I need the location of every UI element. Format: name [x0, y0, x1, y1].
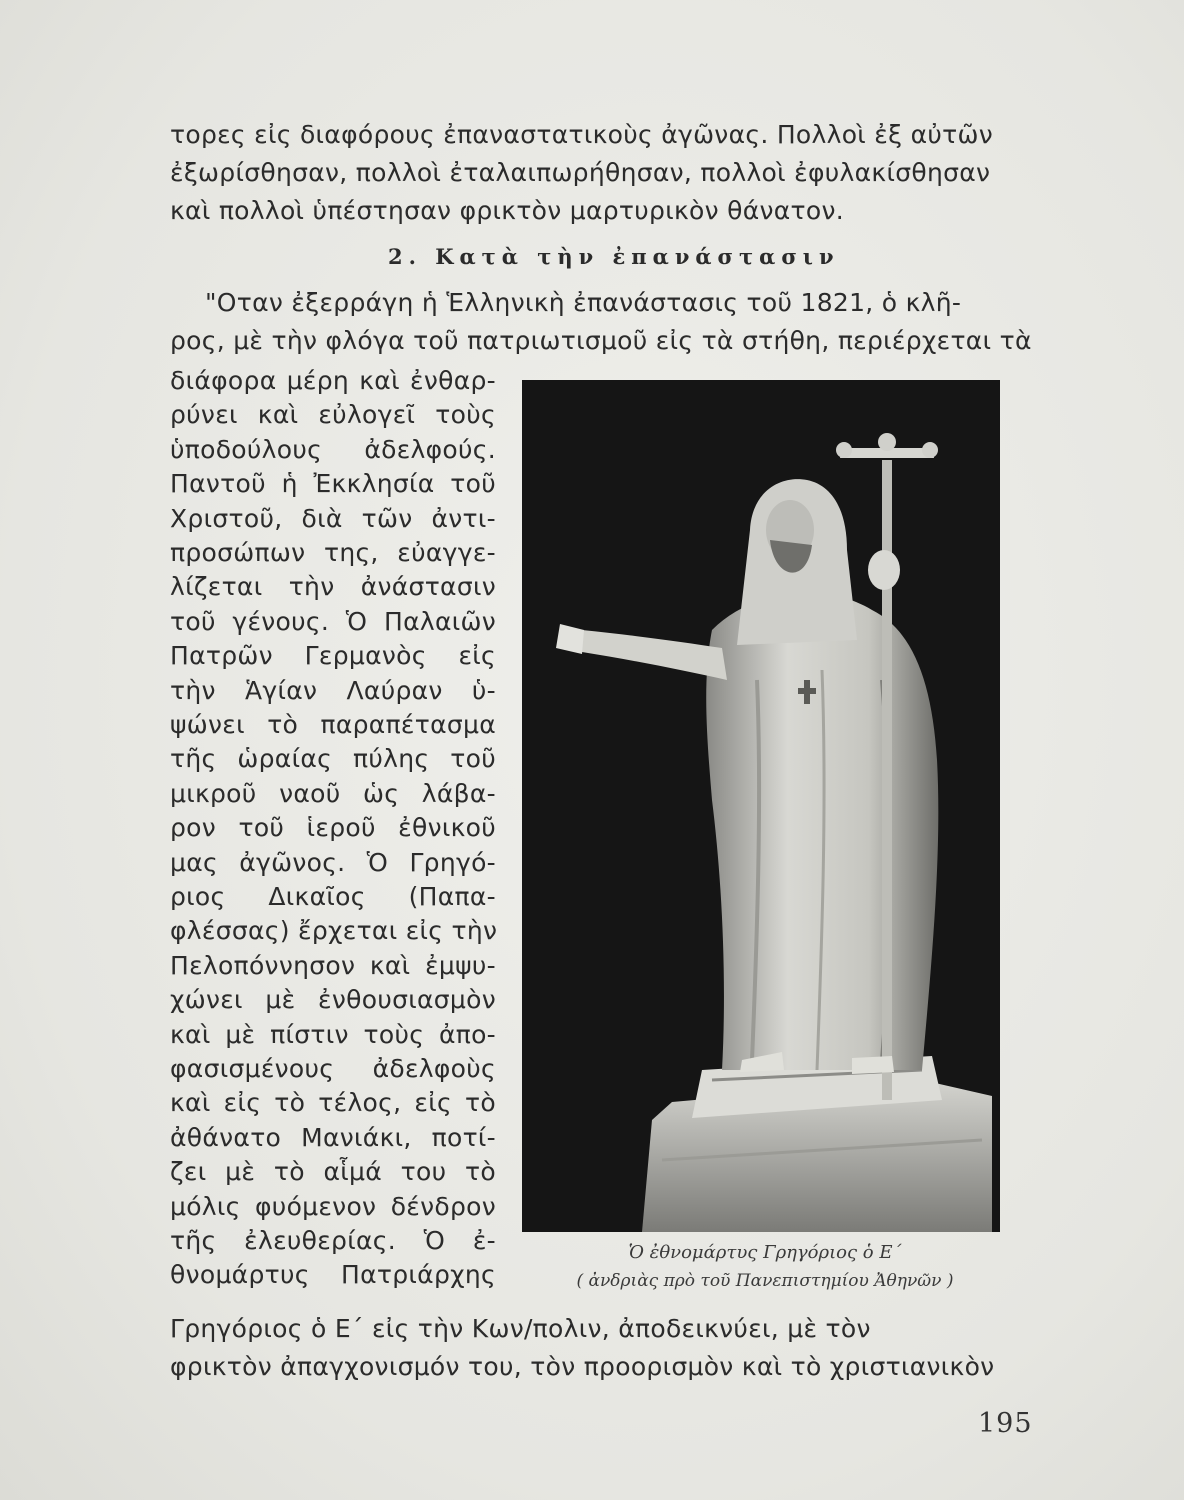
text-line: ψώνει τὸ παραπέτασμα — [170, 710, 496, 739]
text-line: τορες εἰς διαφόρους ἐπαναστατικοὺς ἀγῶνας. Πολλοὶ ἐξ αὐτῶν — [170, 120, 994, 149]
text-line: φασισμένους ἀδελφοὺς — [170, 1054, 496, 1083]
text-line: καὶ πολλοὶ ὑπέστησαν φρικτὸν μαρτυρικὸν θάνατον. — [170, 196, 844, 225]
text-line: μας ἀγῶνος. Ὁ Γρηγό- — [170, 847, 496, 877]
text-line: λίζεται τὴν ἀνάστασιν — [170, 572, 496, 602]
section-heading: 2. Κατὰ τὴν ἐπανάστασιν — [388, 244, 840, 269]
text-line: προσώπων της, εὐαγγε- — [170, 538, 496, 567]
text-line: ζει μὲ τὸ αἷμά του τὸ — [170, 1157, 496, 1187]
text-line: μικροῦ ναοῦ ὡς λάβα- — [170, 778, 496, 808]
text-line: φρικτὸν ἀπαγχονισμόν του, τὸν προορισμὸν καὶ τὸ χριστιανικὸν — [170, 1352, 995, 1381]
text-line: Χριστοῦ, διὰ τῶν ἀντι- — [170, 503, 496, 533]
statue-illustration — [522, 380, 1000, 1232]
figure-caption-subtitle: ( ἀνδριὰς πρὸ τοῦ Πανεπιστημίου Ἀθηνῶν ) — [576, 1271, 954, 1291]
text-line: μόλις φυόμενον δένδρον — [170, 1191, 496, 1221]
text-line: τῆς ἐλευθερίας. Ὁ ἐ- — [170, 1226, 496, 1255]
text-line: καὶ εἰς τὸ τέλος, εἰς τὸ — [170, 1088, 496, 1118]
text-line: Πελοπόννησον καὶ ἐμψυ- — [170, 950, 496, 980]
text-line: διάφορα μέρη καὶ ἐνθαρ- — [170, 366, 496, 395]
text-line: χώνει μὲ ἐνθουσιασμὸν — [170, 985, 496, 1015]
text-line: Πατρῶν Γερμανὸς εἰς — [170, 641, 496, 671]
text-line: Γρηγόριος ὁ Ε΄ εἰς τὴν Κων/πολιν, ἀποδεικνύει, μὲ τὸν — [170, 1314, 871, 1343]
text-line: Παντοῦ ἡ Ἐκκλησία τοῦ — [170, 469, 496, 499]
text-line: ριος Δικαῖος (Παπα- — [170, 882, 496, 911]
text-line: ἐξωρίσθησαν, πολλοὶ ἐταλαιπωρήθησαν, πολλοὶ ἐφυλακίσθησαν — [170, 158, 991, 187]
text-line: τοῦ γένους. Ὁ Παλαιῶν — [170, 606, 496, 636]
text-line: τὴν Ἁγίαν Λαύραν ὑ- — [170, 675, 496, 705]
page-number: 195 — [978, 1408, 1033, 1439]
text-line: ὑποδούλους ἀδελφούς. — [170, 434, 496, 464]
text-line: φλέσσας) ἔρχεται εἰς τὴν — [170, 916, 498, 946]
text-line: τῆς ὡραίας πύλης τοῦ — [170, 744, 496, 774]
text-line: ἀθάνατο Μανιάκι, ποτί- — [170, 1122, 496, 1152]
statue-photograph — [522, 380, 1000, 1232]
text-line: καὶ μὲ πίστιν τοὺς ἀπο- — [170, 1019, 496, 1049]
text-line: ρος, μὲ τὴν φλόγα τοῦ πατριωτισμοῦ εἰς τὰ στήθη, περιέρχεται τὰ — [170, 326, 1032, 355]
text-line: θνομάρτυς Πατριάρχης — [170, 1260, 496, 1290]
text-line: ρον τοῦ ἱεροῦ ἐθνικοῦ — [170, 813, 496, 843]
text-line: ρύνει καὶ εὐλογεῖ τοὺς — [170, 400, 496, 430]
figure-caption-title: Ὁ ἐθνομάρτυς Γρηγόριος ὁ Ε΄ — [628, 1242, 902, 1263]
text-line: "Οταν ἐξερράγη ἡ Ἑλληνικὴ ἐπανάστασις τοῦ 1821, ὁ κλῆ- — [205, 288, 962, 317]
